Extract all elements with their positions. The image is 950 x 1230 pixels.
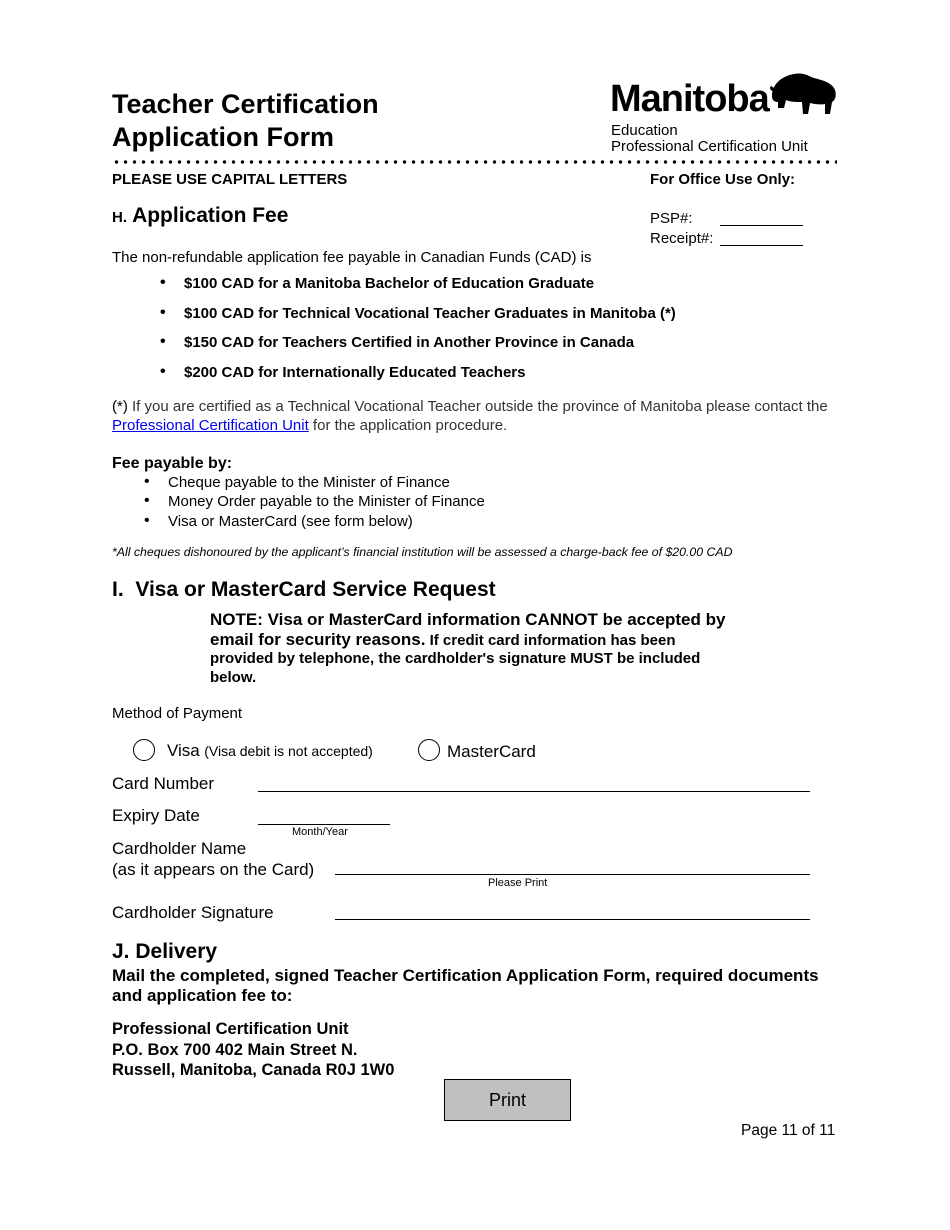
psp-line [720,225,803,226]
visa-label: Visa [167,741,200,760]
page-number: Page 11 of 11 [741,1122,836,1139]
payment-method-list [144,474,485,532]
visa-debit-note: (Visa debit is not accepted) [204,743,373,759]
expiry-hint: Month/Year [292,826,348,838]
capital-letters-note: PLEASE USE CAPITAL LETTERS [112,171,348,188]
address-line: Professional Certification Unit [112,1020,349,1038]
section-j-title: Delivery [135,940,218,963]
fee-payable-title: Fee payable by: [112,455,233,472]
security-note-main: NOTE: Visa or MasterCard information CANNOT be accepted by email for security reasons. [210,610,726,649]
section-h-letter: H. [112,209,127,226]
card-number-field[interactable] [258,791,810,792]
fee-intro: The non-refundable application fee payable in Canadian Funds (CAD) is [112,249,592,266]
section-h-title: Application Fee [132,204,289,227]
section-i-heading [112,578,496,602]
list-item: • Visa or MasterCard (see form below) [144,513,485,532]
list-item: • Cheque payable to the Minister of Finance [144,474,485,493]
professional-certification-link[interactable]: Professional Certification Unit [112,417,309,434]
fee-list [160,275,676,393]
list-item: • Money Order payable to the Minister of Finance [144,493,485,512]
visa-radio[interactable] [133,739,155,761]
cheque-chargeback-note: *All cheques dishonoured by the applicant’s financial institution will be assessed a charge-back fee of $20.00 CAD [112,545,733,559]
form-title-line1: Teacher Certification [112,89,379,119]
address-line: P.O. Box 700 402 Main Street N. [112,1040,358,1059]
cardholder-name-label [112,838,314,880]
technical-vocational-note [112,397,847,435]
receipt-line [720,245,803,246]
list-item: • $200 CAD for Internationally Educated Teachers [160,364,676,394]
expiry-date-field[interactable] [258,824,390,825]
cardholder-signature-field[interactable] [335,919,810,920]
section-h-heading [112,204,288,228]
section-j-heading [112,940,217,964]
cardholder-name-label-line1: Cardholder Name [112,839,247,858]
receipt-field [650,230,713,247]
list-item: • $150 CAD for Teachers Certified in Another Province in Canada [160,334,676,364]
section-j-letter: J. [112,940,130,963]
cardholder-name-field[interactable] [335,874,810,875]
form-title-line2: Application Form [112,122,334,152]
logo-sub-unit: Professional Certification Unit [611,138,808,155]
star-text-1: If you are certified as a Technical Vocational Teacher outside the province of Manitoba please contact the [127,398,828,415]
manitoba-logo [610,70,840,160]
print-button[interactable]: Print [444,1079,571,1121]
psp-field [650,210,693,227]
expiry-date-label: Expiry Date [112,806,200,825]
security-note [210,611,730,687]
section-i-title: Visa or MasterCard Service Request [135,578,496,601]
visa-option-label [167,741,373,761]
list-item: • $100 CAD for a Manitoba Bachelor of Education Graduate [160,275,676,305]
star-text-2: for the application procedure. [308,417,508,434]
please-print-hint: Please Print [488,877,548,889]
cardholder-signature-label: Cardholder Signature [112,903,274,922]
security-note-detail: If credit card information has been provided by telephone, the cardholder's signature MUST be included below. [210,631,701,686]
star-prefix: (*) [112,398,128,415]
mastercard-radio[interactable] [418,739,440,761]
cardholder-name-label-line2: (as it appears on the Card) [112,860,315,879]
mailing-address [112,1019,394,1081]
dotted-divider [112,158,837,166]
bison-icon [768,70,838,118]
section-i-letter: I. [112,578,124,601]
receipt-label: Receipt#: [650,230,714,247]
address-line: Russell, Manitoba, Canada R0J 1W0 [112,1061,395,1079]
form-title [112,88,379,154]
delivery-instructions: Mail the completed, signed Teacher Certification Application Form, required documents and application fee to: [112,966,819,1005]
method-of-payment-label: Method of Payment [112,705,243,722]
logo-sub-education: Education [611,122,678,139]
mastercard-label: MasterCard [447,742,536,761]
psp-label: PSP#: [650,210,693,227]
office-use-title: For Office Use Only: [650,171,796,188]
list-item: • $100 CAD for Technical Vocational Teacher Graduates in Manitoba (*) [160,305,676,335]
logo-wordmark: Manitoba [610,78,769,120]
card-number-label: Card Number [112,774,215,793]
